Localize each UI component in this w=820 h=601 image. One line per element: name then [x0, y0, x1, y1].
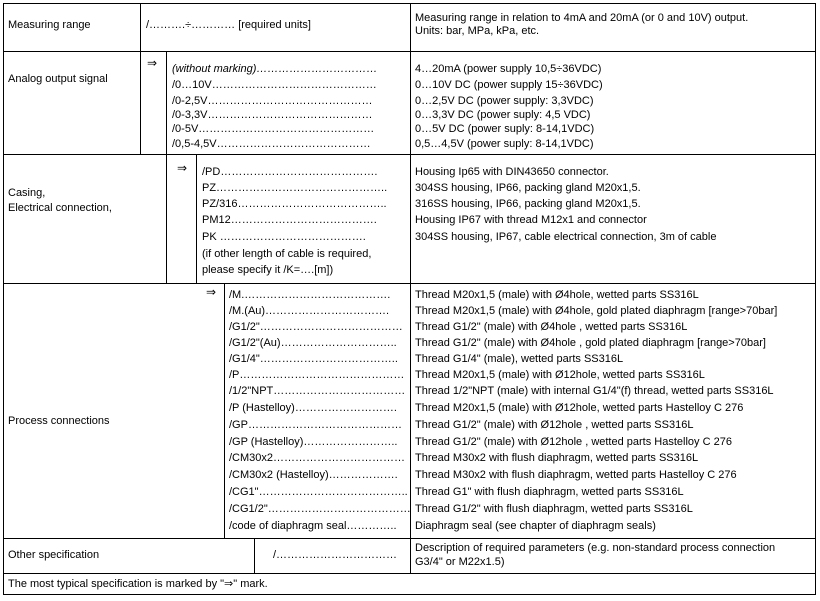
casing-code: PZ……………………………………….. [202, 182, 388, 194]
other-spec-desc: Description of required parameters (e.g. non-standard process connection [415, 542, 776, 554]
process-desc: Thread M30x2 with flush diaphragm, wetted parts Hastelloy C 276 [415, 469, 737, 481]
process-desc: Diaphragm seal (see chapter of diaphragm seals) [415, 520, 656, 532]
casing-note: (if other length of cable is required, [202, 248, 372, 260]
process-code: /CG1"………………………………….. [229, 486, 408, 498]
casing-desc: Housing Ip65 with DIN43650 connector. [415, 166, 609, 178]
analog-desc: 0…3,3V DC (power suply: 4,5 VDC) [415, 109, 591, 121]
process-desc: Thread G1" with flush diaphragm, wetted parts SS316L [415, 486, 684, 498]
process-desc: Thread G1/2" (male) with Ø4hole , gold plated diaphragm [range>70bar] [415, 337, 766, 349]
process-code: /CG1/2"………………………………… [229, 503, 411, 515]
analog-code: /0-3,3V……………………………………… [172, 109, 373, 121]
typical-arrow-icon: ⇒ [147, 56, 158, 70]
process-code: /P (Hastelloy)………………………. [229, 402, 397, 414]
process-desc: Thread G1/2" with flush diaphragm, wetted parts SS316L [415, 503, 693, 515]
analog-output-title: Analog output signal [8, 73, 108, 85]
process-desc: Thread M20x1,5 (male) with Ø12hole, wetted parts SS316L [415, 369, 705, 381]
column-divider [140, 3, 141, 51]
process-desc: Thread M20x1,5 (male) with Ø4hole, gold plated diaphragm [range>70bar] [415, 305, 778, 317]
column-divider [410, 3, 411, 573]
other-spec-desc-line2: G3/4" or M22x1.5) [415, 556, 505, 568]
measuring-range-units: Units: bar, MPa, kPa, etc. [415, 25, 540, 37]
process-code: /G1/2"………………………………… [229, 321, 403, 333]
row-divider [3, 573, 816, 574]
analog-code: /0,5-4,5V…………………………………… [172, 138, 371, 150]
measuring-range-desc: Measuring range in relation to 4mA and 20mA (or 0 and 10V) output. [415, 12, 749, 24]
casing-code: PM12…………………………………. [202, 214, 377, 226]
column-divider [224, 283, 225, 538]
column-divider [254, 538, 255, 573]
casing-code: PZ/316………………………………….. [202, 198, 387, 210]
column-divider [140, 51, 141, 154]
process-code: /1/2"NPT……………………………… [229, 385, 406, 397]
analog-code: /0…10V……………………………………… [172, 79, 377, 91]
casing-note-line2: please specify it /K=….[m]) [202, 264, 334, 276]
analog-code: (without marking)…………………………… [172, 63, 378, 75]
process-code: /M.…………………………………. [229, 289, 391, 301]
process-code: /GP…………………………………… [229, 419, 402, 431]
column-divider [166, 51, 167, 154]
footer-note: The most typical specification is marked by "⇒" mark. [8, 578, 268, 590]
other-spec-code: /…………………………… [273, 549, 398, 561]
casing-desc: 304SS housing, IP66, packing gland M20x1,5. [415, 182, 641, 194]
analog-code: /0-5V………………………………………… [172, 123, 375, 135]
process-code: /G1/2"(Au)………………………….. [229, 337, 397, 349]
process-code: /CM30x2 (Hastelloy)………………. [229, 469, 398, 481]
measuring-range-code: /……….÷………… [required units] [146, 19, 311, 31]
measuring-range-title: Measuring range [8, 19, 91, 31]
casing-code: PK …………………………………. [202, 231, 366, 243]
column-divider [196, 154, 197, 283]
process-code: /P……………………………………… [229, 369, 405, 381]
process-desc: Thread 1/2"NPT (male) with internal G1/4"(f) thread, wetted parts SS316L [415, 385, 774, 397]
process-desc: Thread G1/2" (male) with Ø12hole , wetted parts Hastelloy C 276 [415, 436, 732, 448]
casing-desc: 316SS housing, IP66, packing gland M20x1,5. [415, 198, 641, 210]
typical-arrow-icon: ⇒ [206, 285, 217, 299]
process-desc: Thread G1/4" (male), wetted parts SS316L [415, 353, 624, 365]
analog-code: /0-2,5V……………………………………… [172, 95, 373, 107]
process-desc: Thread M20x1,5 (male) with Ø12hole, wetted parts Hastelloy C 276 [415, 402, 744, 414]
process-desc: Thread G1/2" (male) with Ø12hole , wetted parts SS316L [415, 419, 694, 431]
process-desc: Thread M20x1,5 (male) with Ø4hole, wetted parts SS316L [415, 289, 699, 301]
casing-desc: Housing IP67 with thread M12x1 and connector [415, 214, 647, 226]
process-code: /code of diaphragm seal………….. [229, 520, 397, 532]
process-connections-title: Process connections [8, 415, 110, 427]
analog-desc: 0…5V DC (power suply: 8-14,1VDC) [415, 123, 595, 135]
casing-desc: 304SS housing, IP67, cable electrical connection, 3m of cable [415, 231, 717, 243]
analog-desc: 0…10V DC (power supply 15÷36VDC) [415, 79, 603, 91]
process-code: /GP (Hastelloy)…………………….. [229, 436, 398, 448]
typical-arrow-icon: ⇒ [177, 161, 188, 175]
process-code: /M.(Au)……………………………. [229, 305, 390, 317]
process-code: /CM30x2……………………………… [229, 452, 406, 464]
column-divider [166, 154, 167, 283]
casing-title-line2: Electrical connection, [8, 202, 112, 214]
analog-desc: 0,5…4,5V (power suply: 8-14,1VDC) [415, 138, 594, 150]
process-desc: Thread M30x2 with flush diaphragm, wetted parts SS316L [415, 452, 699, 464]
casing-title: Casing, [8, 187, 46, 199]
other-spec-title: Other specification [8, 549, 100, 561]
casing-code: /PD……………………………………. [202, 166, 378, 178]
analog-desc: 0…2,5V DC (power supply: 3,3VDC) [415, 95, 594, 107]
analog-desc: 4…20mA (power supply 10,5÷36VDC) [415, 63, 602, 75]
process-desc: Thread G1/2" (male) with Ø4hole , wetted parts SS316L [415, 321, 688, 333]
process-code: /G1/4"……………………………….. [229, 353, 398, 365]
